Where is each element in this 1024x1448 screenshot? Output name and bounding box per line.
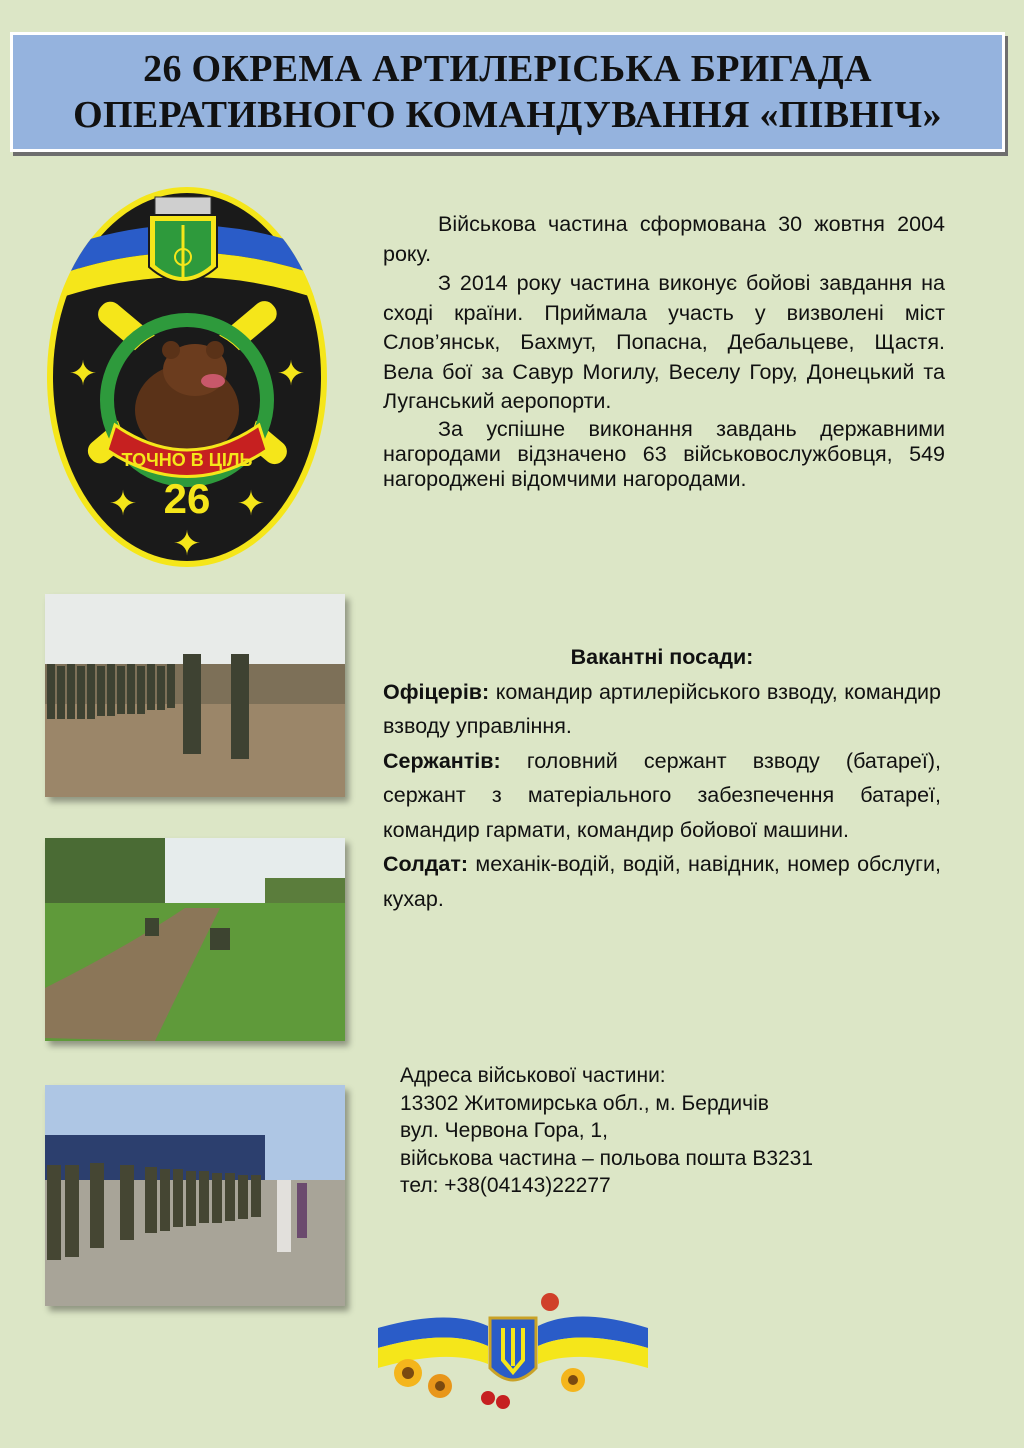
star-icon: ✦ xyxy=(236,484,266,524)
header-title-line-1: 26 ОКРЕМА АРТИЛЕРІСЬКА БРИГАДА xyxy=(143,48,872,90)
star-icon: ✦ xyxy=(68,354,98,394)
officers-positions: командир артилерійського взводу, командир взводу управління. xyxy=(383,679,941,738)
page-header xyxy=(10,32,1005,152)
photo-field-training xyxy=(45,838,345,1041)
photo-formation xyxy=(45,1085,345,1306)
soldiers-label: Солдат: xyxy=(383,852,469,876)
intro-paragraph-1: Військова частина сформована 30 жовтня 2004 року. xyxy=(383,212,945,266)
intro-text xyxy=(383,210,945,492)
emblem-number: 26 xyxy=(163,475,211,522)
intro-paragraph-3: За успішне виконання завдань державними нагородами відзначено 63 військовослужбовця, 549 нагороджені відомчими нагородами. xyxy=(383,416,945,491)
address-block xyxy=(400,1062,960,1200)
brigade-emblem xyxy=(45,185,330,570)
vacancies-officers xyxy=(383,675,941,744)
star-icon: ✦ xyxy=(172,524,202,564)
sergeants-positions: головний сержант взводу (батареї), сержант з матеріального забезпечення батареї, командир гармати, командир бойової машини. xyxy=(383,748,941,842)
vacancies-soldiers xyxy=(383,847,941,916)
sergeants-label: Сержантів: xyxy=(383,748,501,773)
flag-ornament xyxy=(368,1288,658,1418)
address-heading: Адреса військової частини: xyxy=(400,1064,666,1087)
soldiers-positions: механік-водій, водій, навідник, номер обслуги, кухар. xyxy=(383,852,941,911)
address-field-post: військова частина – польова пошта В3231 xyxy=(400,1146,814,1170)
emblem-motto: ТОЧНО В ЦІЛЬ xyxy=(121,450,253,470)
intro-paragraph-2: З 2014 року частина виконує бойові завдання на сході країни. Приймала участь у визволені міст Слов’янськ, Бахмут, Попасна, Дебальцеве, Щастя. Вела бої за Савур Могилу, Веселу Гору, Донецький та Луганський аеропорти. xyxy=(383,271,945,413)
header-title-line-2: ОПЕРАТИВНОГО КОМАНДУВАННЯ «ПІВНІЧ» xyxy=(73,94,942,136)
trident-coat-of-arms-icon xyxy=(490,1318,536,1380)
city-shield-icon xyxy=(149,197,217,282)
vacancies-title: Вакантні посади: xyxy=(570,645,754,669)
star-icon: ✦ xyxy=(108,484,138,524)
officers-label: Офіцерів: xyxy=(383,679,490,704)
star-icon: ✦ xyxy=(276,354,306,394)
address-street: вул. Червона Гора, 1, xyxy=(400,1119,608,1142)
address-phone: тел: +38(04143)22277 xyxy=(400,1174,611,1197)
photo-award-ceremony xyxy=(45,594,345,797)
address-city: 13302 Житомирська обл., м. Бердичів xyxy=(400,1091,769,1115)
vacancies-section xyxy=(383,640,941,916)
vacancies-sergeants xyxy=(383,744,941,848)
